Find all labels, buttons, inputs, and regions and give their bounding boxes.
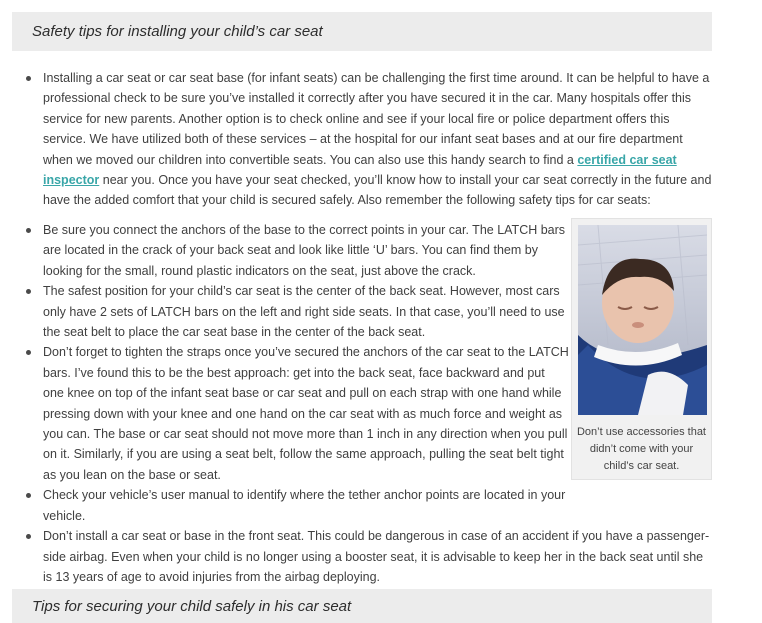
intro-list bbox=[12, 68, 712, 211]
section-header-installing bbox=[12, 12, 712, 51]
list-item: Don’t install a car seat or base in the front seat. This could be dangerous in case of an accident if you have a passenger-side airbag. Even when your child is no longer using a booster seat, it is advisable to keep her in the back seat until she is 13 years of age to avoid injuries from the airbag deploying. bbox=[12, 526, 712, 587]
section-title-securing: Tips for securing your child safely in his car seat bbox=[32, 597, 352, 615]
baby-photo-illustration bbox=[578, 225, 707, 415]
certified-inspector-link[interactable]: certified car seat inspector bbox=[43, 152, 677, 188]
section-header-securing bbox=[12, 589, 712, 623]
list-item: Check your vehicle’s user manual to identify where the tether anchor points are located in your vehicle. bbox=[12, 485, 569, 526]
intro-text-before: Installing a car seat or car seat base (for infant seats) can be challenging the first time around. It can be helpful to have a professional check to be sure you’ve installed it correctly after you have secured it in the car. Many hospitals offer this service for new parents. Another option is to check online and see if your local fire or police department offers this service. We have utilized both of these services – at the hospital for our infant seat bases and at our fire department when we moved our children into convertible seats. You can also use this handy search to find a bbox=[43, 71, 710, 167]
list-item: The safest position for your child’s car seat is the center of the back seat. However, most cars only have 2 sets of LATCH bars on the left and right side seats. In that case, you’ll need to use the seat belt to place the car seat base in the center of the back seat. bbox=[12, 281, 569, 342]
section-title-installing: Safety tips for installing your child’s car seat bbox=[32, 23, 323, 40]
photo-caption: Don’t use accessories that didn’t come with your child’s car seat. bbox=[576, 426, 706, 472]
intro-paragraph bbox=[12, 68, 712, 211]
photo-figure bbox=[571, 218, 712, 480]
list-item: Don’t forget to tighten the straps once you’ve secured the anchors of the car seat to the LATCH bars. I’ve found this to be the best approach: get into the back seat, face backward and put one knee on top of the infant seat base or car seat and pull on each strap with one hand while pressing down with your knee and one hand on the car seat with as much force and weight as you can. The base or car seat should not move more than 1 inch in any direction when you pull on it. Similarly, if you are using a seat belt, follow the same approach, pulling the seat belt tight as you lean on the base or seat. bbox=[12, 342, 569, 485]
intro-text-after: near you. Once you have your seat checked, you’ll know how to install your car seat correctly in the future and have the added comfort that your child is secured safely. Also remember the following safety tips for car seats: bbox=[43, 173, 712, 208]
baby-in-car-seat-photo bbox=[578, 225, 707, 415]
list-item: Be sure you connect the anchors of the base to the correct points in your car. The LATCH bars are located in the crack of your back seat and look like little ‘U’ bars. You can find them by looking for the small, round plastic indicators on the seat, just above the crack. bbox=[12, 220, 569, 281]
